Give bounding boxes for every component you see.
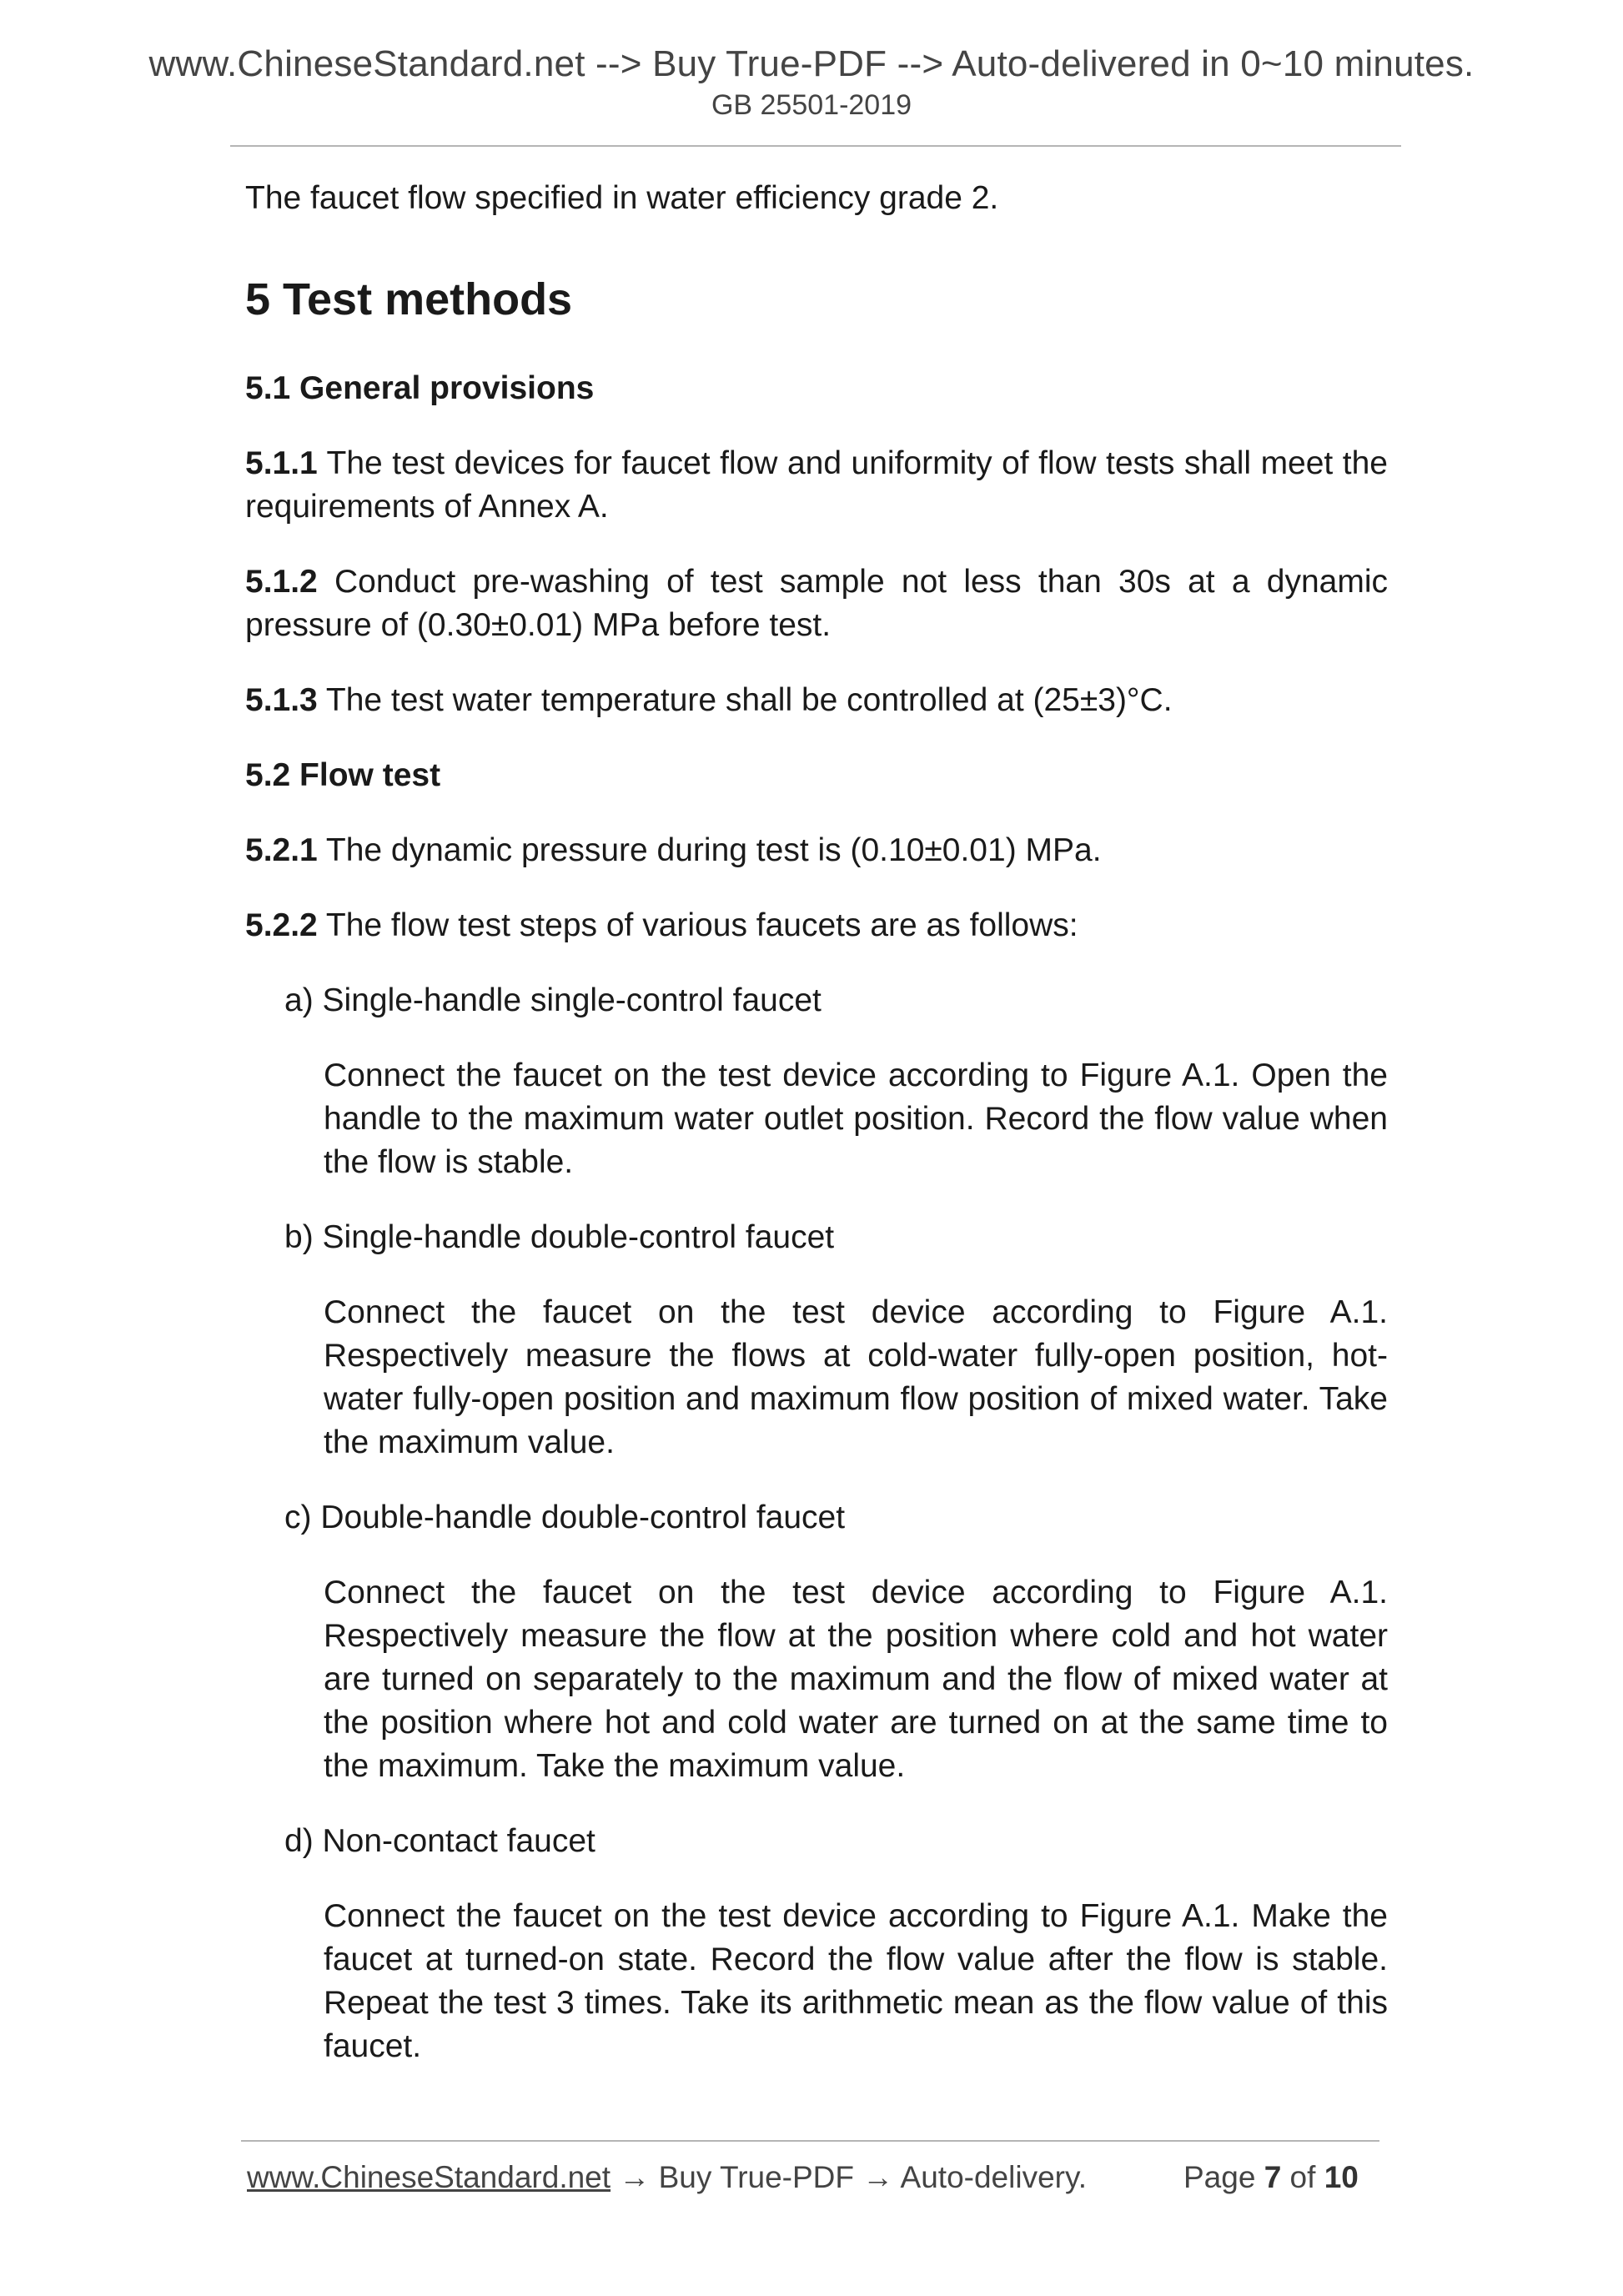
header-doc-code: GB 25501-2019	[711, 89, 912, 121]
page-word: Page	[1183, 2160, 1264, 2194]
header-site-line: www.ChineseStandard.net --> Buy True-PDF --> Auto-delivered in 0~10 minutes.	[148, 43, 1475, 84]
footer-divider	[241, 2140, 1379, 2142]
subsection-title-5-2: 5.2 Flow test	[245, 757, 441, 793]
clause-5-1-1	[245, 442, 1388, 529]
list-item-label-d: d) Non-contact faucet	[284, 1823, 595, 1859]
footer-site-link[interactable]: www.ChineseStandard.net	[247, 2160, 611, 2194]
list-item-label-b: b) Single-handle double-control faucet	[284, 1219, 835, 1255]
page-number: 7	[1264, 2160, 1282, 2194]
list-item-text-c: Connect the faucet on the test device according to Figure A.1. Respectively measure the flow at the position where cold and hot water are turned on separately to the maximum and the flow of mixed water at the position where hot and cold water are turned on at the same time to the maximum. Take the maximum value.	[324, 1575, 1388, 1784]
clause-text: Conduct pre-washing of test sample not less than 30s at a dynamic pressure of (0.30±0.01) MPa before test.	[245, 564, 1388, 643]
list-item-label-a: a) Single-handle single-control faucet	[284, 982, 822, 1018]
subsection-title-5-1: 5.1 General provisions	[245, 370, 595, 406]
clause-text: The dynamic pressure during test is (0.10±0.01) MPa.	[317, 832, 1102, 868]
clause-number: 5.1.2	[245, 564, 318, 600]
document-body	[245, 177, 1388, 2100]
clause-text: The test devices for faucet flow and uniformity of flow tests shall meet the requirements of Annex A.	[245, 445, 1388, 525]
clause-5-1-2	[245, 560, 1388, 647]
arrow-right-icon: →	[854, 2160, 901, 2194]
clause-text: The test water temperature shall be controlled at (25±3)°C.	[317, 682, 1173, 718]
footer-delivery-text: Auto-delivery.	[900, 2160, 1088, 2194]
clause-number: 5.2.2	[245, 907, 318, 943]
list-item-text-b: Connect the faucet on the test device according to Figure A.1. Respectively measure the flows at cold-water fully-open position, hot-water fully-open position and maximum flow position of mixed water. Take the maximum value.	[324, 1294, 1388, 1460]
header-divider	[230, 145, 1401, 147]
page-indicator	[1183, 2160, 1359, 2195]
clause-5-1-3	[245, 679, 1388, 722]
intro-paragraph: The faucet flow specified in water efficiency grade 2.	[245, 180, 999, 216]
page-total: 10	[1324, 2160, 1359, 2194]
footer-buy-text: Buy True-PDF	[658, 2160, 855, 2194]
arrow-right-icon: →	[611, 2160, 659, 2194]
section-title: 5 Test methods	[245, 274, 573, 324]
list-item-text-a: Connect the faucet on the test device according to Figure A.1. Open the handle to the maximum water outlet position. Record the flow value when the flow is stable.	[324, 1058, 1388, 1180]
list-item-text-d: Connect the faucet on the test device according to Figure A.1. Make the faucet at turned-on state. Record the flow value after the flow is stable. Repeat the test 3 times. Take its arithmetic mean as the flow value of this faucet.	[324, 1898, 1388, 2064]
clause-text: The flow test steps of various faucets are as follows:	[317, 907, 1078, 943]
clause-number: 5.2.1	[245, 832, 318, 868]
clause-5-2-2	[245, 904, 1388, 947]
footer-links	[247, 2160, 1087, 2195]
clause-number: 5.1.3	[245, 682, 318, 718]
list-item-label-c: c) Double-handle double-control faucet	[284, 1500, 846, 1535]
of-word: of	[1281, 2160, 1324, 2194]
clause-number: 5.1.1	[245, 445, 318, 481]
clause-5-2-1	[245, 829, 1388, 872]
